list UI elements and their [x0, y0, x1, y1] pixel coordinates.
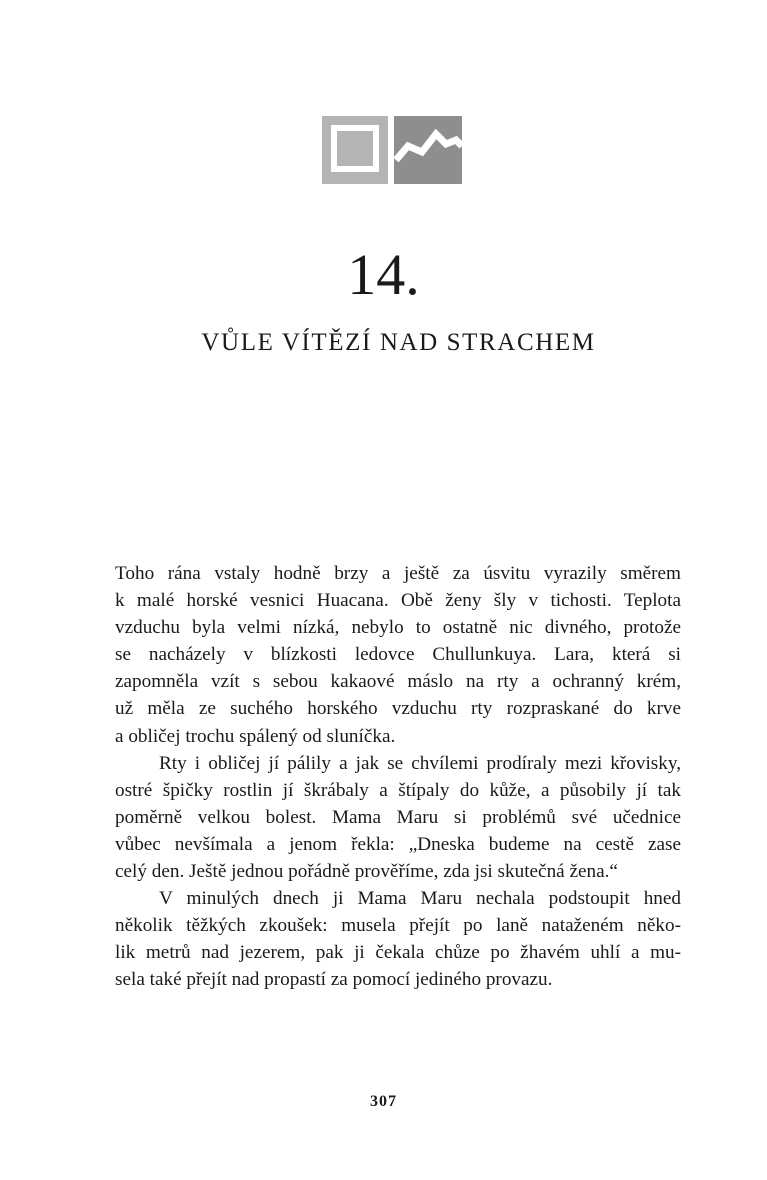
text-line: celý den. Ještě jednou pořádně prověříme, zda jsi skutečná žena.“ [115, 861, 618, 883]
square-frame-icon [322, 116, 388, 184]
text-line: už měla ze suchého horského vzduchu rty rozpraskané do krve [115, 698, 681, 720]
text-line: k malé horské vesnici Huacana. Obě ženy šly v tichosti. Teplota [115, 590, 681, 612]
text-line: lik metrů nad jezerem, pak ji čekala chůze po žhavém uhlí a mu- [115, 942, 681, 964]
mountain-icon [394, 116, 462, 184]
chapter-title: VŮLE VÍTĚZÍ NAD STRACHEM [201, 329, 596, 356]
text-line: ostré špičky rostlin jí škrábaly a štípaly do kůže, a působily jí tak [115, 779, 681, 801]
text-line: Toho rána vstaly hodně brzy a ještě za úsvitu vyrazily směrem [115, 563, 681, 584]
text-line: Rty i obličej jí pálily a jak se chvílemi prodíraly mezi křovisky, [159, 752, 681, 774]
text-line: vůbec nevšímala a jenom řekla: „Dneska budeme na cestě zase [115, 833, 681, 855]
paragraph [115, 750, 681, 885]
text-line: poměrně velkou bolest. Mama Maru si problémů své učednice [115, 806, 681, 828]
chapter-body [115, 560, 681, 994]
chapter-emblem [322, 116, 462, 184]
emblem-graphic [322, 116, 462, 184]
paragraph [115, 560, 681, 750]
chapter-number: 14. [347, 242, 420, 307]
text-line: V minulých dnech ji Mama Maru nechala podstoupit hned [159, 888, 681, 910]
paragraph [115, 885, 681, 993]
text-line: se nacházely v blízkosti ledovce Chullunkuya. Lara, která si [115, 644, 681, 666]
text-line: zapomněla vzít s sebou kakaové máslo na rty a ochranný krém, [115, 671, 681, 693]
text-line: několik těžkých zkoušek: musela přejít po laně nataženém něko- [115, 915, 681, 937]
text-line: sela také přejít nad propastí za pomocí jediného provazu. [115, 969, 553, 991]
text-line: vzduchu byla velmi nízká, nebylo to ostatně nic divného, protože [115, 617, 681, 639]
text-line: a obličej trochu spálený od sluníčka. [115, 725, 396, 747]
page-number: 307 [370, 1093, 397, 1110]
